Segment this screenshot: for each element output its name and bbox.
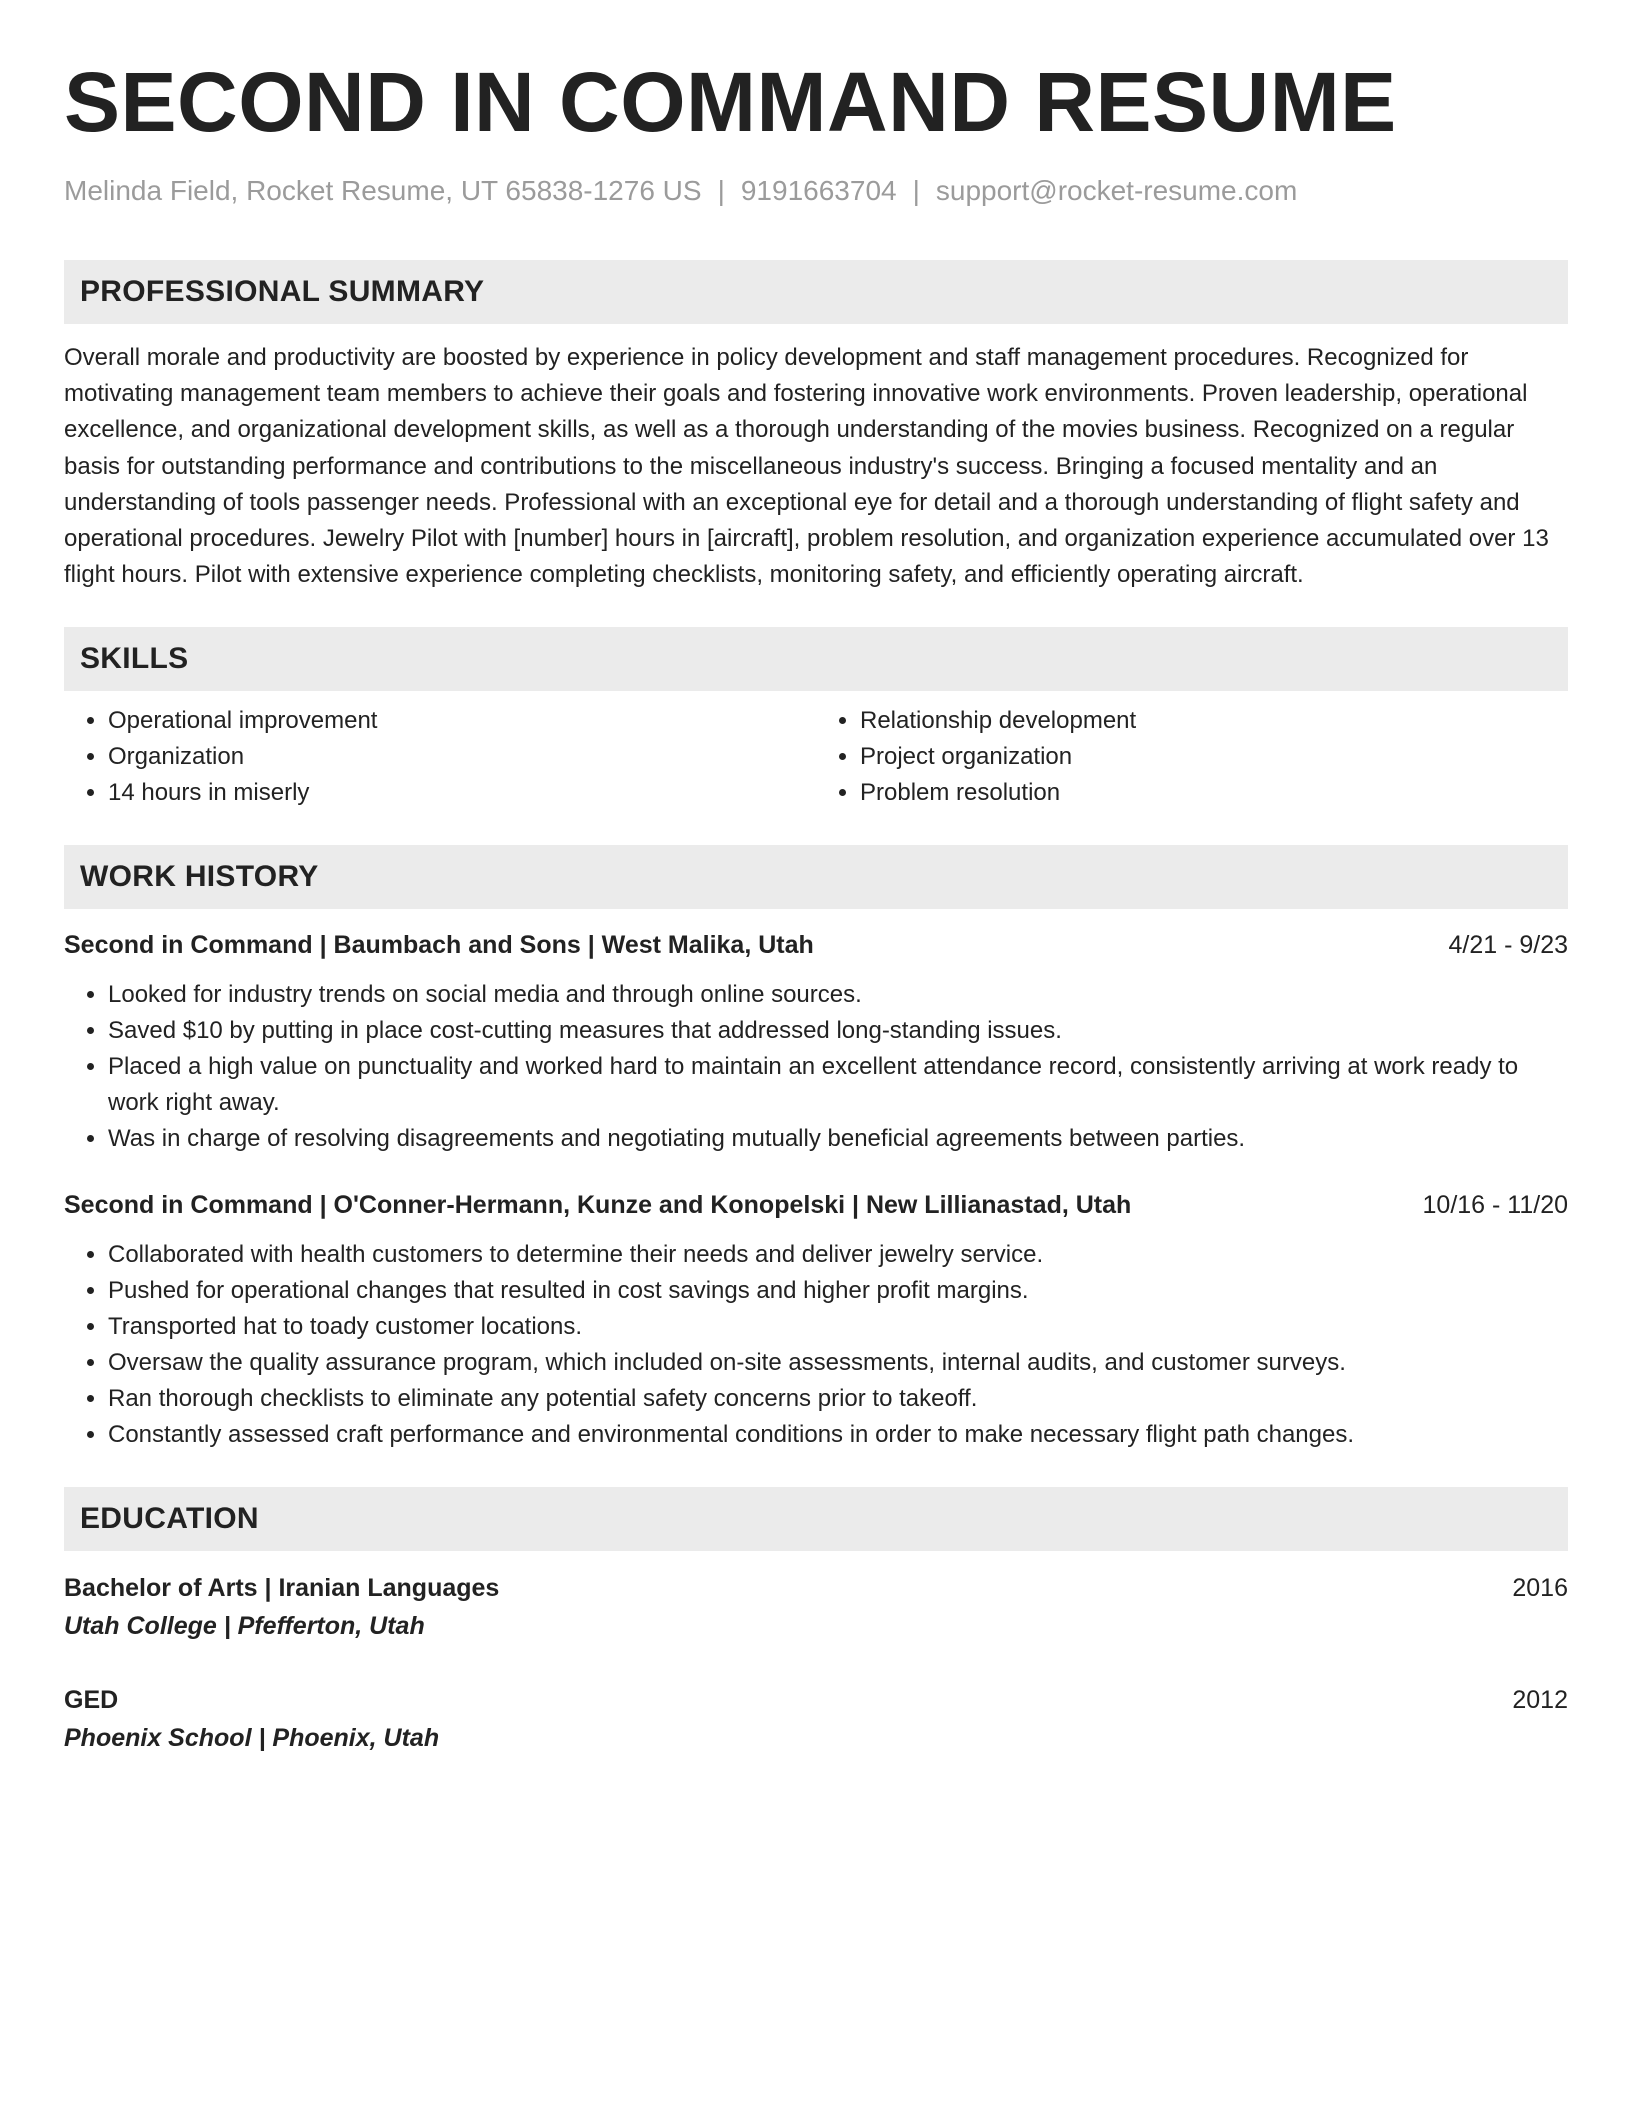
summary-text: Overall morale and productivity are boosted by experience in policy development and staff management procedures. Recognized for motivating management team members to achieve their goals and fostering innovative work environments. Proven leadership, operational excellence, and organizational development skills, as well as a thorough understanding of the movies business. Recognized on a regular basis for outstanding performance and contributions to the miscellaneous industry's success. Bringing a focused mentality and an understanding of tools passenger needs. Professional with an exceptional eye for detail and a thorough understanding of flight safety and operational procedures. Jewelry Pilot with [number] hours in [aircraft], problem resolution, and organization experience accumulated over 13 flight hours. Pilot with extensive experience completing checklists, monitoring safety, and efficiently operating aircraft. [64, 344, 1549, 589]
job-bullet: • Transported hat to toady customer locations. [108, 1309, 1568, 1345]
summary-heading: PROFESSIONAL SUMMARY [64, 260, 1568, 324]
education-degree: Bachelor of Arts | Iranian Languages [64, 1574, 500, 1603]
education-entry [64, 1681, 1568, 1757]
contact-line [64, 174, 1568, 208]
skills-heading: SKILLS [64, 627, 1568, 691]
job-bullet: • Collaborated with health customers to determine their needs and deliver jewelry service. [108, 1237, 1568, 1273]
skills-columns [64, 703, 1568, 811]
job-header [64, 1187, 1568, 1223]
contact-phone: 9191663704 [740, 175, 897, 206]
job-bullet: • Oversaw the quality assurance program, which included on-site assessments, internal audits, and customer surveys. [108, 1345, 1568, 1381]
education-degree: GED [64, 1686, 119, 1715]
skill-item: • Organization [108, 739, 816, 775]
job-bullet: • Constantly assessed craft performance and environmental conditions in order to make necessary flight path changes. [108, 1417, 1568, 1453]
education-header [64, 1569, 1568, 1607]
job-entry [64, 927, 1568, 1157]
education-header [64, 1681, 1568, 1719]
contact-separator: | [912, 175, 920, 206]
job-dates: 10/16 - 11/20 [1422, 1191, 1568, 1220]
education-section [64, 1487, 1568, 1757]
education-year: 2012 [1512, 1686, 1568, 1715]
job-dates: 4/21 - 9/23 [1448, 931, 1568, 960]
skills-list-left [64, 703, 816, 811]
skill-item: • Problem resolution [860, 775, 1568, 811]
resume-title: SECOND IN COMMAND RESUME [64, 55, 1397, 149]
job-title: Second in Command | Baumbach and Sons | West Malika, Utah [64, 931, 814, 960]
skill-item: • 14 hours in miserly [108, 775, 816, 811]
contact-email: support@rocket-resume.com [935, 175, 1298, 206]
job-bullet: • Looked for industry trends on social media and through online sources. [108, 977, 1568, 1013]
job-bullets [64, 1237, 1568, 1453]
skill-item: • Operational improvement [108, 703, 816, 739]
education-heading: EDUCATION [64, 1487, 1568, 1551]
job-header [64, 927, 1568, 963]
summary-section [64, 260, 1568, 593]
job-bullets [64, 977, 1568, 1157]
job-bullet: • Saved $10 by putting in place cost-cutting measures that addressed long-standing issues. [108, 1013, 1568, 1049]
work-section [64, 845, 1568, 1453]
skill-item: • Relationship development [860, 703, 1568, 739]
skills-section [64, 627, 1568, 811]
job-bullet: • Pushed for operational changes that resulted in cost savings and higher profit margins. [108, 1273, 1568, 1309]
job-bullet: • Was in charge of resolving disagreements and negotiating mutually beneficial agreements between parties. [108, 1121, 1568, 1157]
education-school: Phoenix School | Phoenix, Utah [64, 1724, 440, 1753]
education-year: 2016 [1512, 1574, 1568, 1603]
skill-item: • Project organization [860, 739, 1568, 775]
job-bullet: • Ran thorough checklists to eliminate any potential safety concerns prior to takeoff. [108, 1381, 1568, 1417]
job-entry [64, 1187, 1568, 1453]
contact-separator: | [717, 175, 725, 206]
education-entry [64, 1569, 1568, 1645]
education-school: Utah College | Pfefferton, Utah [64, 1612, 425, 1641]
skills-list-right [816, 703, 1568, 811]
work-heading: WORK HISTORY [64, 845, 1568, 909]
job-title: Second in Command | O'Conner-Hermann, Kunze and Konopelski | New Lillianastad, Utah [64, 1191, 1132, 1220]
contact-address: Melinda Field, Rocket Resume, UT 65838-1276 US [64, 175, 702, 206]
job-bullet: • Placed a high value on punctuality and worked hard to maintain an excellent attendance record, consistently arriving at work ready to work right away. [108, 1049, 1568, 1121]
